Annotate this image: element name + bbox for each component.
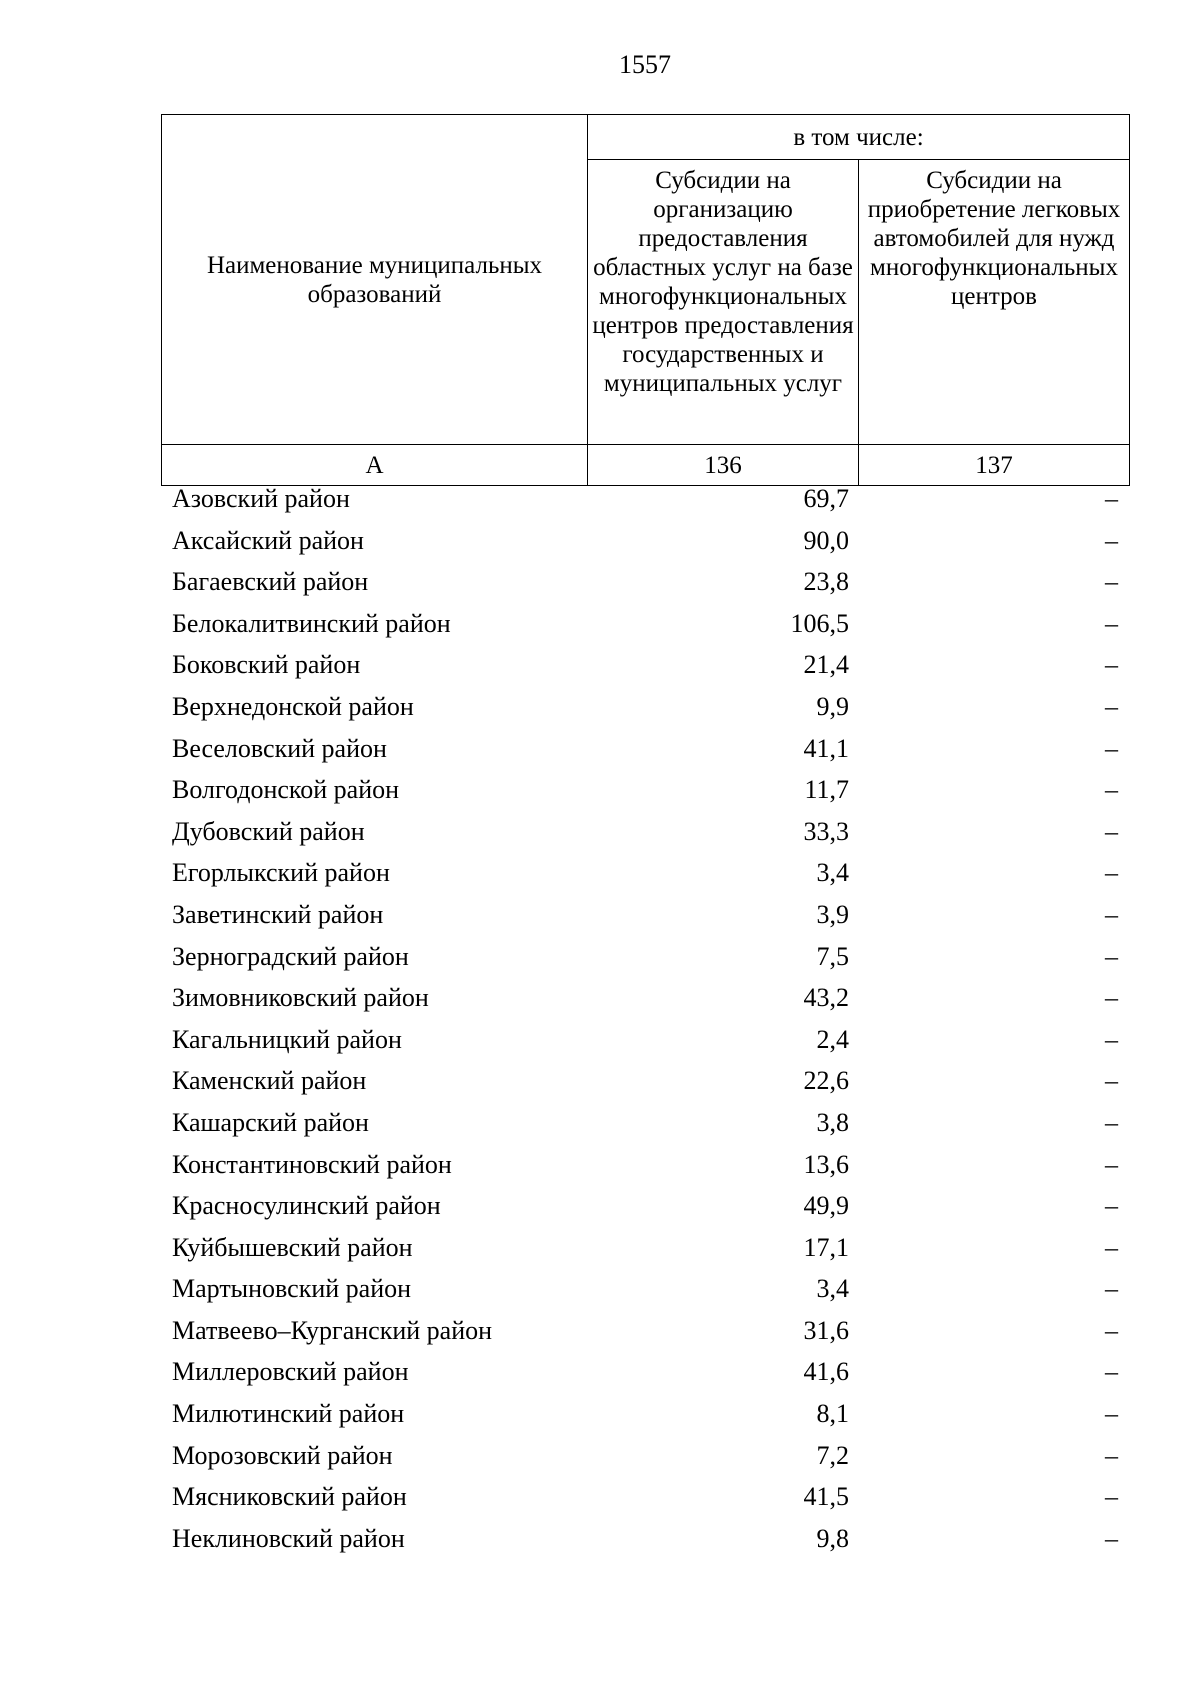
municipality-name: Азовский район: [172, 484, 350, 513]
value-137: –: [1105, 1149, 1118, 1179]
municipality-name: Боковский район: [172, 650, 361, 680]
value-137: –: [1105, 733, 1118, 763]
value-136: 23,8: [803, 567, 849, 597]
municipality-name: Мясниковский район: [172, 1482, 407, 1512]
municipality-name: Каменский район: [172, 1066, 367, 1096]
column-index-a: А: [162, 445, 588, 486]
value-137: –: [1105, 608, 1118, 638]
value-136: 33,3: [803, 816, 849, 846]
value-136: 22,6: [803, 1066, 849, 1096]
municipality-name: Мартыновский район: [172, 1274, 412, 1304]
municipality-name: Верхнедонской район: [172, 691, 414, 721]
value-136: 41,5: [803, 1482, 849, 1512]
municipality-name: Кашарский район: [172, 1107, 369, 1137]
table-row: [161, 1397, 1129, 1439]
column-index-136: 136: [588, 445, 859, 486]
column-137-description: Субсидии на приобретение легковых автомобилей для нужд многофункциональных центров: [859, 160, 1130, 445]
value-136: 11,7: [804, 775, 849, 805]
value-137: –: [1105, 567, 1118, 597]
table-row: [161, 1272, 1129, 1314]
table-header: [161, 114, 1130, 486]
value-136: 21,4: [803, 650, 849, 680]
table-row: [161, 1480, 1129, 1522]
value-137: –: [1105, 1024, 1118, 1054]
municipality-name: Багаевский район: [172, 567, 369, 597]
value-136: 8,1: [816, 1399, 849, 1429]
value-137: –: [1105, 691, 1118, 721]
table-row: [161, 856, 1129, 898]
table-row: [161, 1231, 1129, 1273]
value-136: 3,8: [816, 1107, 849, 1137]
municipality-name: Морозовский район: [172, 1440, 393, 1470]
value-137: –: [1105, 650, 1118, 680]
municipality-name: Константиновский район: [172, 1149, 452, 1179]
municipality-name: Веселовский район: [172, 733, 387, 763]
value-136: 106,5: [790, 608, 849, 638]
municipality-name-column-header: Наименование муниципальных образований: [162, 115, 588, 445]
municipality-name: Аксайский район: [172, 525, 364, 555]
value-136: 69,7: [803, 484, 849, 513]
value-136: 13,6: [803, 1149, 849, 1179]
value-137: –: [1105, 775, 1118, 805]
value-136: 7,5: [816, 941, 849, 971]
value-137: –: [1105, 1482, 1118, 1512]
page-number: 1557: [619, 50, 671, 79]
table-row: [161, 648, 1129, 690]
value-136: 3,4: [816, 858, 849, 888]
municipality-name: Миллеровский район: [172, 1357, 409, 1387]
value-137: –: [1105, 484, 1118, 513]
table-row: [161, 482, 1129, 524]
value-137: –: [1105, 1232, 1118, 1262]
value-136: 31,6: [803, 1315, 849, 1345]
value-136: 49,9: [803, 1191, 849, 1221]
value-137: –: [1105, 983, 1118, 1013]
table-row: [161, 690, 1129, 732]
column-136-description: Субсидии на организацию предоставления областных услуг на базе многофункциональных центров предоставления государственных и муниципальных услуг: [588, 160, 859, 445]
value-137: –: [1105, 899, 1118, 929]
value-137: –: [1105, 816, 1118, 846]
table-row: [161, 1522, 1129, 1564]
municipality-name: Матвеево–Курганский район: [172, 1315, 493, 1345]
value-137: –: [1105, 1107, 1118, 1137]
including-group-header: в том числе:: [588, 115, 1130, 160]
column-index-137: 137: [859, 445, 1130, 486]
value-137: –: [1105, 941, 1118, 971]
municipality-name: Заветинский район: [172, 899, 384, 929]
municipality-name: Красносулинский район: [172, 1191, 441, 1221]
value-137: –: [1105, 858, 1118, 888]
value-136: 9,8: [816, 1523, 849, 1553]
table-row: [161, 898, 1129, 940]
table-row: [161, 1148, 1129, 1190]
municipality-name: Волгодонской район: [172, 775, 400, 805]
table-row: [161, 1439, 1129, 1481]
table-row: [161, 1106, 1129, 1148]
municipality-name: Милютинский район: [172, 1399, 405, 1429]
value-136: 17,1: [803, 1232, 849, 1262]
value-136: 41,1: [803, 733, 849, 763]
table-row: [161, 607, 1129, 649]
value-136: 41,6: [803, 1357, 849, 1387]
value-136: 2,4: [816, 1024, 849, 1054]
data-rows: [161, 482, 1129, 1563]
table-row: [161, 815, 1129, 857]
value-137: –: [1105, 1357, 1118, 1387]
table-row: [161, 1023, 1129, 1065]
municipality-name: Куйбышевский район: [172, 1232, 413, 1262]
table-row: [161, 1064, 1129, 1106]
value-137: –: [1105, 1191, 1118, 1221]
value-136: 3,9: [816, 899, 849, 929]
municipality-name: Зимовниковский район: [172, 983, 429, 1013]
value-137: –: [1105, 1440, 1118, 1470]
municipality-name: Зерноградский район: [172, 941, 409, 971]
value-137: –: [1105, 525, 1118, 555]
value-136: 7,2: [816, 1440, 849, 1470]
value-137: –: [1105, 1523, 1118, 1553]
table-row: [161, 1314, 1129, 1356]
value-136: 43,2: [803, 983, 849, 1013]
value-137: –: [1105, 1066, 1118, 1096]
value-137: –: [1105, 1315, 1118, 1345]
table-row: [161, 565, 1129, 607]
municipality-name: Егорлыкский район: [172, 858, 390, 888]
table-row: [161, 940, 1129, 982]
value-137: –: [1105, 1274, 1118, 1304]
municipality-name: Кагальницкий район: [172, 1024, 402, 1054]
table-row: [161, 1189, 1129, 1231]
value-136: 9,9: [816, 691, 849, 721]
table-row: [161, 1355, 1129, 1397]
table-row: [161, 773, 1129, 815]
table-row: [161, 524, 1129, 566]
value-136: 3,4: [816, 1274, 849, 1304]
table-row: [161, 732, 1129, 774]
municipality-name: Белокалитвинский район: [172, 608, 451, 638]
municipality-name: Неклиновский район: [172, 1523, 405, 1553]
value-137: –: [1105, 1399, 1118, 1429]
value-136: 90,0: [803, 525, 849, 555]
municipality-name: Дубовский район: [172, 816, 365, 846]
table-row: [161, 981, 1129, 1023]
